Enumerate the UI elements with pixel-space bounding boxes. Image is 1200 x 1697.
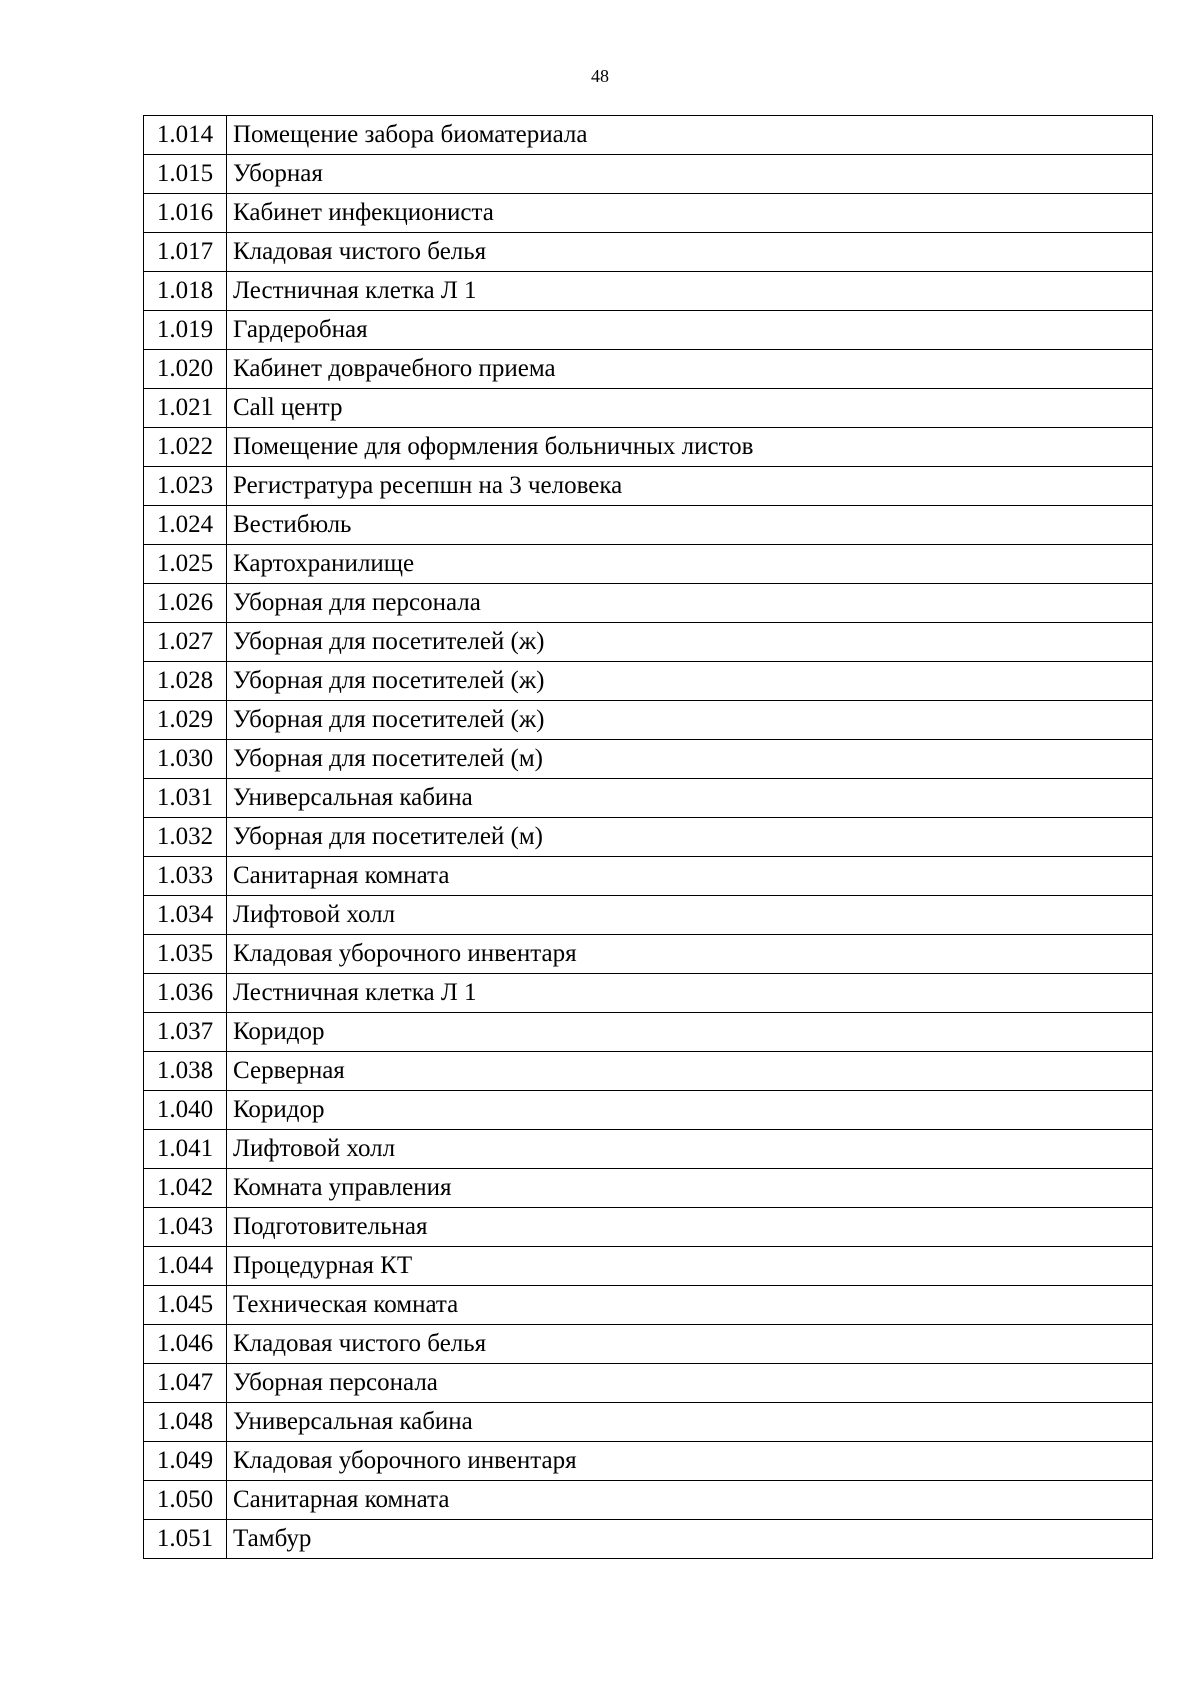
- table-row: [144, 1013, 1153, 1052]
- table-row: [144, 350, 1153, 389]
- table-row: [144, 506, 1153, 545]
- room-name-cell: Регистратура ресепшн на 3 человека: [227, 467, 1153, 506]
- table-row: [144, 1208, 1153, 1247]
- room-code-cell: 1.033: [144, 857, 227, 896]
- room-name-cell: Уборная: [227, 155, 1153, 194]
- table-row: [144, 740, 1153, 779]
- table-row: [144, 662, 1153, 701]
- room-name-cell: Коридор: [227, 1013, 1153, 1052]
- table-row: [144, 1481, 1153, 1520]
- room-code-cell: 1.034: [144, 896, 227, 935]
- room-name-cell: Коридор: [227, 1091, 1153, 1130]
- room-name-cell: Картохранилище: [227, 545, 1153, 584]
- table-row: [144, 701, 1153, 740]
- room-code-cell: 1.049: [144, 1442, 227, 1481]
- room-name-cell: Комната управления: [227, 1169, 1153, 1208]
- table-row: [144, 1052, 1153, 1091]
- room-name-cell: Техническая комната: [227, 1286, 1153, 1325]
- room-name-cell: Процедурная КТ: [227, 1247, 1153, 1286]
- table-row: [144, 1442, 1153, 1481]
- room-code-cell: 1.025: [144, 545, 227, 584]
- room-table-body: [144, 116, 1153, 1559]
- room-name-cell: Помещение забора биоматериала: [227, 116, 1153, 155]
- room-code-cell: 1.035: [144, 935, 227, 974]
- table-row: [144, 1403, 1153, 1442]
- room-name-cell: Уборная для персонала: [227, 584, 1153, 623]
- room-code-cell: 1.036: [144, 974, 227, 1013]
- table-row: [144, 467, 1153, 506]
- room-name-cell: Тамбур: [227, 1520, 1153, 1559]
- table-row: [144, 1091, 1153, 1130]
- room-name-cell: Уборная персонала: [227, 1364, 1153, 1403]
- room-code-cell: 1.040: [144, 1091, 227, 1130]
- room-name-cell: Лифтовой холл: [227, 1130, 1153, 1169]
- room-code-cell: 1.029: [144, 701, 227, 740]
- table-row: [144, 272, 1153, 311]
- room-name-cell: Уборная для посетителей (ж): [227, 701, 1153, 740]
- table-row: [144, 857, 1153, 896]
- room-code-cell: 1.019: [144, 311, 227, 350]
- room-code-cell: 1.032: [144, 818, 227, 857]
- room-code-cell: 1.016: [144, 194, 227, 233]
- room-name-cell: Call центр: [227, 389, 1153, 428]
- room-code-cell: 1.046: [144, 1325, 227, 1364]
- table-row: [144, 155, 1153, 194]
- table-row: [144, 779, 1153, 818]
- room-code-cell: 1.026: [144, 584, 227, 623]
- room-name-cell: Лестничная клетка Л 1: [227, 272, 1153, 311]
- room-name-cell: Кладовая уборочного инвентаря: [227, 1442, 1153, 1481]
- room-code-cell: 1.031: [144, 779, 227, 818]
- table-row: [144, 1169, 1153, 1208]
- room-name-cell: Кладовая чистого белья: [227, 233, 1153, 272]
- room-code-cell: 1.022: [144, 428, 227, 467]
- room-code-cell: 1.030: [144, 740, 227, 779]
- room-name-cell: Кабинет инфекциониста: [227, 194, 1153, 233]
- table-row: [144, 974, 1153, 1013]
- room-code-cell: 1.041: [144, 1130, 227, 1169]
- room-name-cell: Лестничная клетка Л 1: [227, 974, 1153, 1013]
- table-row: [144, 623, 1153, 662]
- table-row: [144, 428, 1153, 467]
- room-code-cell: 1.027: [144, 623, 227, 662]
- table-row: [144, 389, 1153, 428]
- room-name-cell: Уборная для посетителей (м): [227, 818, 1153, 857]
- room-name-cell: Санитарная комната: [227, 857, 1153, 896]
- room-code-cell: 1.024: [144, 506, 227, 545]
- table-row: [144, 896, 1153, 935]
- room-name-cell: Подготовительная: [227, 1208, 1153, 1247]
- room-name-cell: Гардеробная: [227, 311, 1153, 350]
- table-row: [144, 1130, 1153, 1169]
- room-code-cell: 1.050: [144, 1481, 227, 1520]
- room-code-cell: 1.020: [144, 350, 227, 389]
- table-row: [144, 818, 1153, 857]
- room-name-cell: Универсальная кабина: [227, 779, 1153, 818]
- table-row: [144, 584, 1153, 623]
- room-name-cell: Универсальная кабина: [227, 1403, 1153, 1442]
- room-code-cell: 1.051: [144, 1520, 227, 1559]
- room-name-cell: Кладовая уборочного инвентаря: [227, 935, 1153, 974]
- room-name-cell: Кладовая чистого белья: [227, 1325, 1153, 1364]
- room-code-cell: 1.047: [144, 1364, 227, 1403]
- room-code-cell: 1.021: [144, 389, 227, 428]
- room-code-cell: 1.044: [144, 1247, 227, 1286]
- room-name-cell: Лифтовой холл: [227, 896, 1153, 935]
- room-name-cell: Уборная для посетителей (ж): [227, 623, 1153, 662]
- room-code-cell: 1.042: [144, 1169, 227, 1208]
- table-row: [144, 935, 1153, 974]
- table-row: [144, 1520, 1153, 1559]
- room-code-cell: 1.048: [144, 1403, 227, 1442]
- table-row: [144, 116, 1153, 155]
- room-code-cell: 1.037: [144, 1013, 227, 1052]
- room-code-cell: 1.018: [144, 272, 227, 311]
- table-row: [144, 311, 1153, 350]
- table-row: [144, 233, 1153, 272]
- table-row: [144, 194, 1153, 233]
- room-name-cell: Вестибюль: [227, 506, 1153, 545]
- room-table: [143, 115, 1153, 1559]
- table-row: [144, 1364, 1153, 1403]
- room-code-cell: 1.014: [144, 116, 227, 155]
- table-row: [144, 1247, 1153, 1286]
- room-code-cell: 1.045: [144, 1286, 227, 1325]
- room-name-cell: Уборная для посетителей (ж): [227, 662, 1153, 701]
- room-name-cell: Помещение для оформления больничных листов: [227, 428, 1153, 467]
- room-code-cell: 1.038: [144, 1052, 227, 1091]
- room-name-cell: Кабинет доврачебного приема: [227, 350, 1153, 389]
- page-number: 48: [591, 66, 609, 86]
- table-row: [144, 545, 1153, 584]
- table-row: [144, 1325, 1153, 1364]
- room-name-cell: Санитарная комната: [227, 1481, 1153, 1520]
- table-row: [144, 1286, 1153, 1325]
- room-name-cell: Уборная для посетителей (м): [227, 740, 1153, 779]
- room-code-cell: 1.017: [144, 233, 227, 272]
- room-name-cell: Серверная: [227, 1052, 1153, 1091]
- room-code-cell: 1.043: [144, 1208, 227, 1247]
- room-code-cell: 1.023: [144, 467, 227, 506]
- room-code-cell: 1.028: [144, 662, 227, 701]
- room-code-cell: 1.015: [144, 155, 227, 194]
